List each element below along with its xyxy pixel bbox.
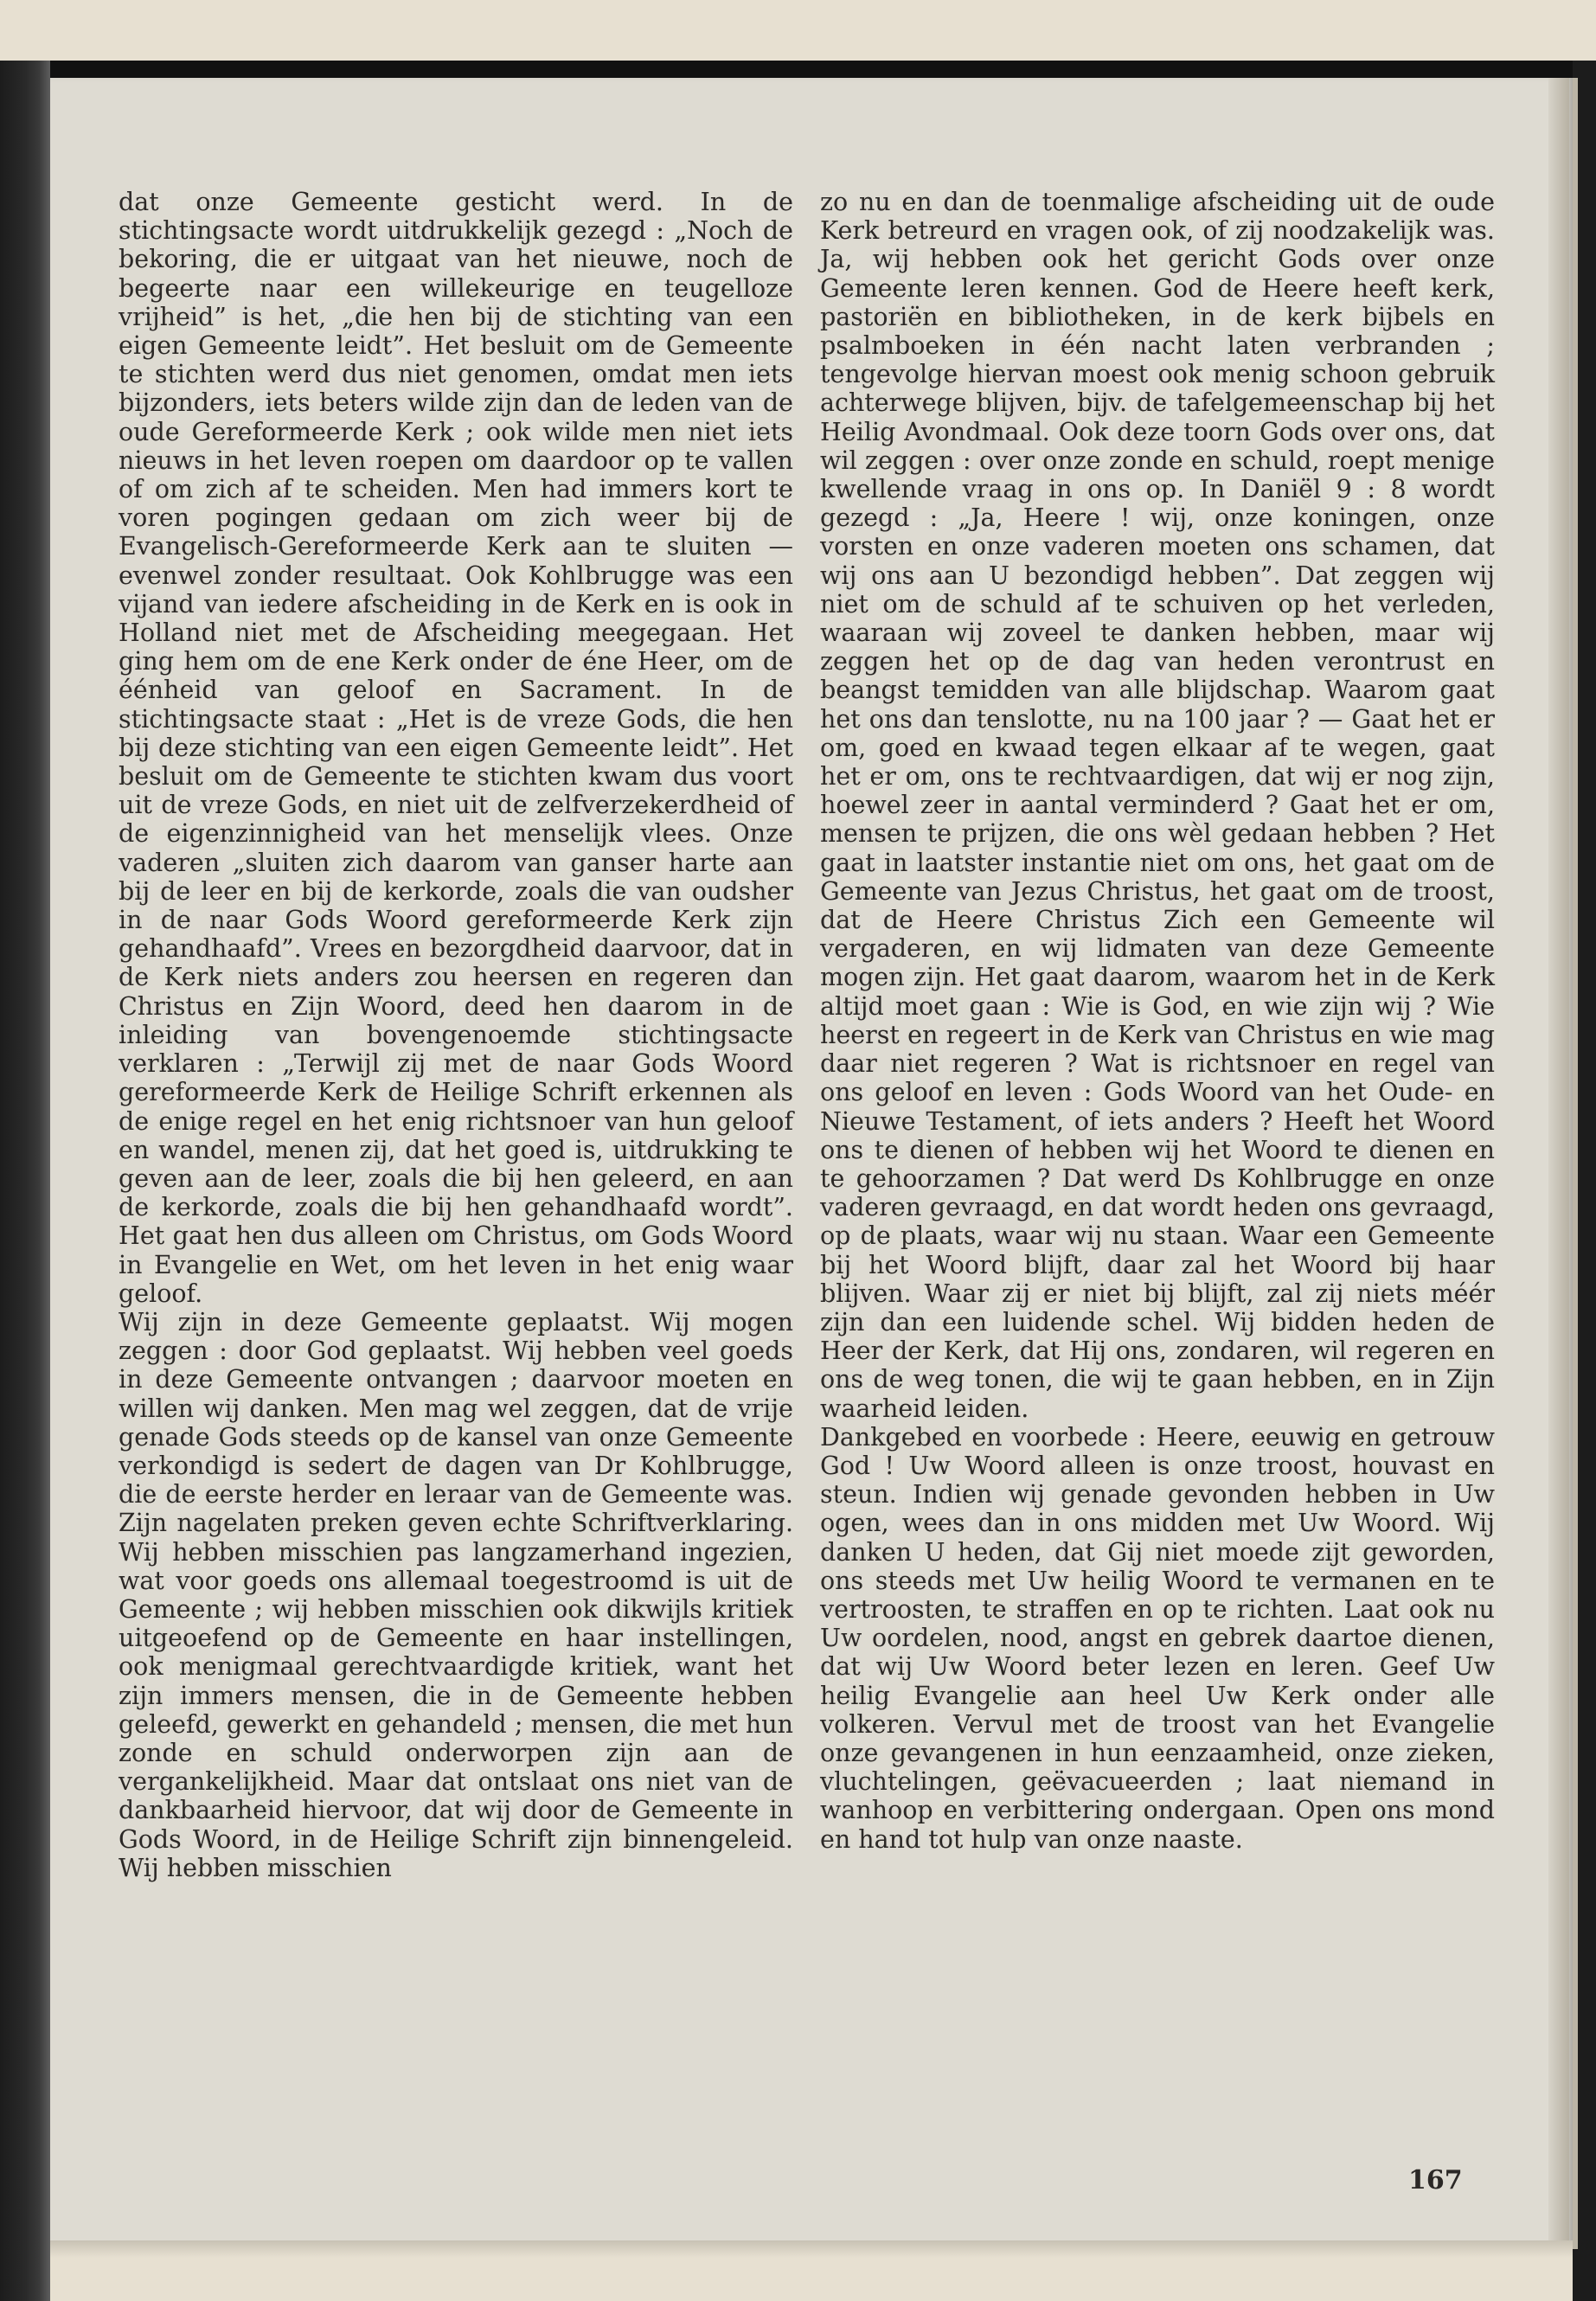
page-bottom-shadow xyxy=(50,2240,1573,2258)
paragraph: Dankgebed en voorbede : Heere, eeuwig en getrouw God ! Uw Woord alleen is onze troost, houvast en steun. Indien wij genade gevonden hebben in Uw ogen, wees dan in ons midden met Uw Woord. Wij danken U heden, dat Gij niet moede zijt geworden, ons steeds met Uw heilig Woord te vermanen en te vertroosten, te straffen en op te richten. Laat ook nu Uw oordelen, nood, angst en gebrek daartoe dienen, dat wij Uw Woord beter lezen en leren. Geef Uw heilig Evangelie aan heel Uw Kerk onder alle volkeren. Vervul met de troost van het Evangelie onze gevangenen in hun eenzaamheid, onze zieken, vluchtelingen, geëvacueerden ; laat niemand in wanhoop en verbittering ondergaan. Open ons mond en hand tot hulp van onze naaste. xyxy=(820,1422,1495,1854)
scan-border-top xyxy=(0,61,1596,78)
book-spine-shadow xyxy=(0,61,50,2301)
right-text-column xyxy=(820,188,1495,1854)
page-edge xyxy=(1548,78,1569,2249)
paragraph: dat onze Gemeente gesticht werd. In de stichtingsacte wordt uitdrukkelijk gezegd : „Noch de bekoring, die er uitgaat van het nieuwe, noch de begeerte naar een willekeurige en teugelloze vrijheid” is het, „die hen bij de stichting van een eigen Gemeente leidt”. Het besluit om de Gemeente te stichten werd dus niet genomen, omdat men iets bijzonders, iets beters wilde zijn dan de leden van de oude Gereformeerde Kerk ; ook wilde men niet iets nieuws in het leven roepen om daardoor op te vallen of om zich af te scheiden. Men had immers kort te voren pogingen gedaan om zich weer bij de Evangelisch-Gereformeerde Kerk aan te sluiten — evenwel zonder resultaat. Ook Kohlbrugge was een vijand van iedere afscheiding in de Kerk en is ook in Holland niet met de Afscheiding meegegaan. Het ging hem om de ene Kerk onder de éne Heer, om de éénheid van geloof en Sacrament. In de stichtingsacte staat : „Het is de vreze Gods, die hen bij deze stichting van een eigen Gemeente leidt”. Het besluit om de Gemeente te stichten kwam dus voort uit de vreze Gods, en niet uit de zelfverzekerdheid of de eigenzinnigheid van het menselijk vlees. Onze vaderen „sluiten zich daarom van ganser harte aan bij de leer en bij de kerkorde, zoals die van oudsher in de naar Gods Woord gereformeerde Kerk zijn gehandhaafd”. Vrees en bezorgdheid daarvoor, dat in de Kerk niets anders zou heersen en regeren dan Christus en Zijn Woord, deed hen daarom in de inleiding van bovengenoemde stichtingsacte verklaren : „Terwijl zij met de naar Gods Woord gereformeerde Kerk de Heilige Schrift erkennen als de enige regel en het enig richtsnoer van hun geloof en wandel, menen zij, dat het goed is, uitdrukking te geven aan de leer, zoals die bij hen geleerd, en aan de kerkorde, zoals die bij hen gehandhaafd wordt”. Het gaat hen dus alleen om Christus, om Gods Woord in Evangelie en Wet, om het leven in het enig waar geloof. xyxy=(119,188,793,1308)
page-number: 167 xyxy=(1408,2165,1463,2195)
paragraph: zo nu en dan de toenmalige afscheiding uit de oude Kerk betreurd en vragen ook, of zij noodzakelijk was. Ja, wij hebben ook het gericht Gods over onze Gemeente leren kennen. God de Heere heeft kerk, pastoriën en bibliotheken, in de kerk bijbels en psalmboeken in één nacht laten verbranden ; tengevolge hiervan moest ook menig schoon gebruik achterwege blijven, bijv. de tafelgemeenschap bij het Heilig Avondmaal. Ook deze toorn Gods over ons, dat wil zeggen : over onze zonde en schuld, roept menige kwellende vraag in ons op. In Daniël 9 : 8 wordt gezegd : „Ja, Heere ! wij, onze koningen, onze vorsten en onze vaderen moeten ons schamen, dat wij ons aan U bezondigd hebben”. Dat zeggen wij niet om de schuld af te schuiven op het verleden, waaraan wij zoveel te danken hebben, maar wij zeggen het op de dag van heden verontrust en beangst temidden van alle blijdschap. Waarom gaat het ons dan tenslotte, nu na 100 jaar ? — Gaat het er om, goed en kwaad tegen elkaar af te wegen, gaat het er om, ons te rechtvaardigen, dat wij er nog zijn, hoewel zeer in aantal verminderd ? Gaat het er om, mensen te prijzen, die ons wèl gedaan hebben ? Het gaat in laatster instantie niet om ons, het gaat om de Gemeente van Jezus Christus, het gaat om de troost, dat de Heere Christus Zich een Gemeente wil vergaderen, en wij lidmaten van deze Gemeente mogen zijn. Het gaat daarom, waarom het in de Kerk altijd moet gaan : Wie is God, en wie zijn wij ? Wie heerst en regeert in de Kerk van Christus en wie mag daar niet regeren ? Wat is richtsnoer en regel van ons geloof en leven : Gods Woord van het Oude- en Nieuwe Testament, of iets anders ? Heeft het Woord ons te dienen of hebben wij het Woord te dienen en te gehoorzamen ? Dat werd Ds Kohlbrugge en onze vaderen gevraagd, en dat wordt heden ons gevraagd, op de plaats, waar wij nu staan. Waar een Gemeente bij het Woord blijft, daar zal het Woord bij haar blijven. Waar zij er niet bij blijft, zal zij niets méér zijn dan een luidende schel. Wij bidden heden de Heer der Kerk, dat Hij ons, zondaren, wil regeren en ons de weg tonen, die wij te gaan hebben, en in Zijn waarheid leiden. xyxy=(820,188,1495,1423)
paragraph: Wij zijn in deze Gemeente geplaatst. Wij mogen zeggen : door God geplaatst. Wij hebben veel goeds in deze Gemeente ontvangen ; daarvoor moeten en willen wij danken. Men mag wel zeggen, dat de vrije genade Gods steeds op de kansel van onze Gemeente verkondigd is sedert de dagen van Dr Kohlbrugge, die de eerste herder en leraar van de Gemeente was. Zijn nagelaten preken geven echte Schriftverklaring. Wij hebben misschien pas langzamerhand ingezien, wat voor goeds ons allemaal toegestroomd is uit de Gemeente ; wij hebben misschien ook dikwijls kritiek uitgeoefend op de Gemeente en haar instellingen, ook menigmaal gerechtvaardigde kritiek, want het zijn immers mensen, die in de Gemeente hebben geleefd, gewerkt en gehandeld ; mensen, die met hun zonde en schuld onderworpen zijn aan de vergankelijkheid. Maar dat ontslaat ons niet van de dankbaarheid hiervoor, dat wij door de Gemeente in Gods Woord, in de Heilige Schrift zijn binnengeleid. Wij hebben misschien xyxy=(119,1307,793,1882)
left-text-column xyxy=(119,188,793,1882)
